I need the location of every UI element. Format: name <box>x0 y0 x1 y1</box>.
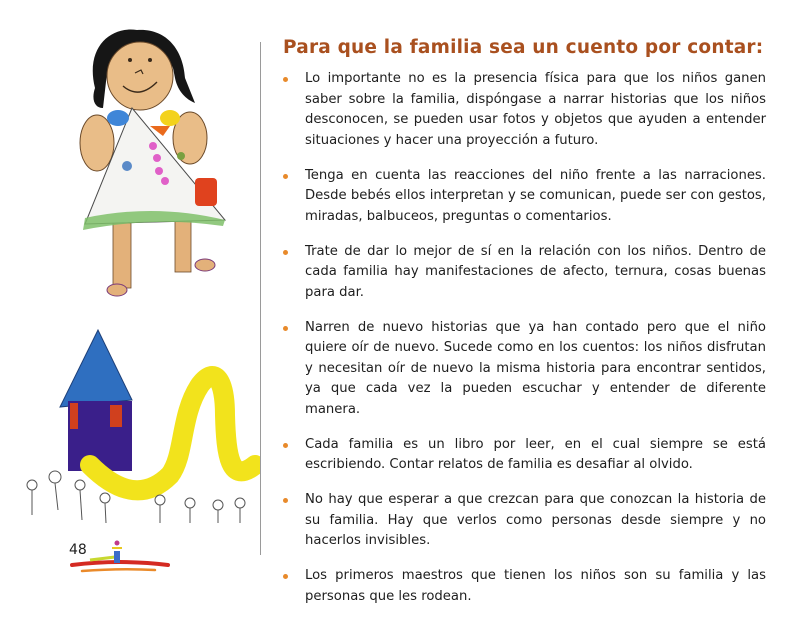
list-item-text: Lo importante no es la presencia física para que los niños ganen saber sobre la familia, dispóngase a narrar historias que los niños desconocen, se pueden usar fotos y objetos que ayuden a entender situaciones y hacer una proyección a futuro. <box>305 71 766 148</box>
list-item <box>283 566 766 607</box>
list-item-text: Los primeros maestros que tienen los niños son su familia y las personas que les rodean. <box>305 568 766 604</box>
list-item <box>283 242 766 304</box>
list-item <box>283 318 766 421</box>
bullet-icon <box>283 498 288 503</box>
list-item <box>283 490 766 552</box>
bullet-icon <box>283 574 288 579</box>
vertical-divider <box>260 42 261 555</box>
bullet-icon <box>283 250 288 255</box>
list-item <box>283 435 766 476</box>
bullet-icon <box>283 443 288 448</box>
advice-list <box>283 69 766 622</box>
list-item-text: Narren de nuevo historias que ya han contado pero que el niño quiere oír de nuevo. Sucede como en los cuentos: los niños disfrutan y necesitan oír de nuevo la misma historia para encontrar sentidos, ya que cada vez la pueden escuchar y entender de diferente manera. <box>305 319 766 417</box>
list-item <box>283 69 766 151</box>
list-item-text: Trate de dar lo mejor de sí en la relación con los niños. Dentro de cada familia hay manifestaciones de afecto, ternura, cosas buenas para dar. <box>305 243 766 300</box>
bullet-icon <box>283 326 288 331</box>
list-item <box>283 166 766 228</box>
section-title: Para que la familia sea un cuento por contar: <box>283 37 764 58</box>
list-item-text: No hay que esperar a que crezcan para que conozcan la historia de su familia. Hay que verlos como personas desde siempre y no hacerlos invisibles. <box>305 492 766 548</box>
bullet-icon <box>283 77 288 82</box>
list-item-text: Cada familia es un libro por leer, en el cual siempre se está escribiendo. Contar relatos de familia es desafiar al olvido. <box>305 436 766 472</box>
list-item-text: Tenga en cuenta las reacciones del niño frente a las narraciones. Desde bebés ellos interpretan y se comunican, puede ser con gestos, miradas, balbuceos, preguntas o comentarios. <box>305 167 766 224</box>
bullet-icon <box>283 174 288 179</box>
page-footer <box>60 535 180 575</box>
page-number: 48 <box>69 542 87 558</box>
house-drawing-illustration <box>20 325 260 525</box>
girl-drawing-illustration <box>55 8 255 308</box>
